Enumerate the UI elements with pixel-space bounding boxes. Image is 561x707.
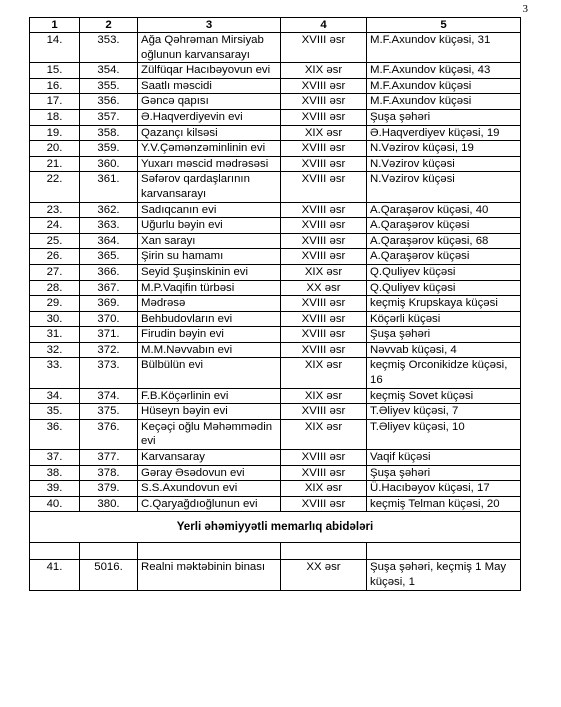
century-cell: XVIII əsr [281, 327, 367, 343]
register-number-cell: 372. [80, 342, 138, 358]
monument-name-cell: Hüseyn bəyin evi [138, 404, 281, 420]
table-row [30, 296, 521, 312]
register-number-cell: 362. [80, 202, 138, 218]
century-cell: XVIII əsr [281, 249, 367, 265]
header-row [30, 18, 521, 33]
column-header: 1 [30, 18, 80, 33]
century-cell: XVIII əsr [281, 233, 367, 249]
monument-name-cell: Behbudovların evi [138, 311, 281, 327]
monument-name-cell: Firudin bəyin evi [138, 327, 281, 343]
address-cell: Vaqif küçəsi [367, 450, 521, 466]
row-number-cell: 19. [30, 125, 80, 141]
row-number-cell: 23. [30, 202, 80, 218]
row-number-cell: 15. [30, 63, 80, 79]
century-cell: XIX əsr [281, 125, 367, 141]
register-number-cell: 380. [80, 496, 138, 512]
address-cell: N.Vəzirov küçəsi, 19 [367, 141, 521, 157]
monument-name-cell: Yuxarı məscid mədrəsəsi [138, 156, 281, 172]
column-header: 5 [367, 18, 521, 33]
row-number-cell: 14. [30, 33, 80, 63]
table-row [30, 218, 521, 234]
monument-name-cell: Ə.Haqverdiyevin evi [138, 109, 281, 125]
monument-name-cell: S.S.Axundovun evi [138, 481, 281, 497]
address-cell: A.Qaraşərov küçəsi [367, 249, 521, 265]
monument-name-cell: F.B.Köçərlinin evi [138, 388, 281, 404]
page-number: 3 [522, 3, 528, 15]
century-cell: XVIII əsr [281, 78, 367, 94]
monuments-table [29, 17, 521, 591]
address-cell: Şuşa şəhəri [367, 327, 521, 343]
century-cell: XIX əsr [281, 264, 367, 280]
row-number-cell: 39. [30, 481, 80, 497]
table-row [30, 63, 521, 79]
monument-name-cell: Keçəçi oğlu Məhəmmədin evi [138, 419, 281, 449]
row-number-cell: 22. [30, 172, 80, 202]
register-number-cell: 379. [80, 481, 138, 497]
table-row [30, 342, 521, 358]
table-row [30, 419, 521, 449]
century-cell: XVIII əsr [281, 109, 367, 125]
register-number-cell: 374. [80, 388, 138, 404]
table-row [30, 125, 521, 141]
address-cell: keçmiş Sovet küçəsi [367, 388, 521, 404]
register-number-cell: 353. [80, 33, 138, 63]
section-row [30, 512, 521, 543]
century-cell: XVIII əsr [281, 296, 367, 312]
row-number-cell: 33. [30, 358, 80, 388]
address-cell: Ə.Haqverdiyev küçəsi, 19 [367, 125, 521, 141]
register-number-cell: 363. [80, 218, 138, 234]
register-number-cell: 376. [80, 419, 138, 449]
empty-cell [367, 543, 521, 560]
empty-cell [281, 543, 367, 560]
monument-name-cell: Y.V.Çəmənzəminlinin evi [138, 141, 281, 157]
table-row [30, 465, 521, 481]
empty-cell [80, 543, 138, 560]
century-cell: XVIII əsr [281, 465, 367, 481]
table-row [30, 202, 521, 218]
address-cell: M.F.Axundov küçəsi [367, 78, 521, 94]
register-number-cell: 369. [80, 296, 138, 312]
row-number-cell: 36. [30, 419, 80, 449]
monument-name-cell: Gəray Əsədovun evi [138, 465, 281, 481]
table-row [30, 78, 521, 94]
century-cell: XVIII əsr [281, 342, 367, 358]
table-row [30, 233, 521, 249]
century-cell: XVIII əsr [281, 33, 367, 63]
table-row [30, 481, 521, 497]
monument-name-cell: Karvansaray [138, 450, 281, 466]
register-number-cell: 358. [80, 125, 138, 141]
address-cell: M.F.Axundov küçəsi, 43 [367, 63, 521, 79]
row-number-cell: 41. [30, 560, 80, 590]
row-number-cell: 28. [30, 280, 80, 296]
monument-name-cell: Ağa Qəhrəman Mirsiyab oğlunun karvansarayı [138, 33, 281, 63]
row-number-cell: 16. [30, 78, 80, 94]
address-cell: A.Qaraşərov küçəsi, 68 [367, 233, 521, 249]
address-cell: keçmiş Orconikidze küçəsi, 16 [367, 358, 521, 388]
table-row [30, 280, 521, 296]
empty-cell [30, 543, 80, 560]
register-number-cell: 378. [80, 465, 138, 481]
century-cell: XIX əsr [281, 358, 367, 388]
column-header: 4 [281, 18, 367, 33]
table-row [30, 327, 521, 343]
table-row [30, 33, 521, 63]
table-row [30, 404, 521, 420]
monument-name-cell: M.M.Nəvvabın evi [138, 342, 281, 358]
register-number-cell: 357. [80, 109, 138, 125]
row-number-cell: 32. [30, 342, 80, 358]
address-cell: Q.Quliyev küçəsi [367, 280, 521, 296]
row-number-cell: 37. [30, 450, 80, 466]
century-cell: XVIII əsr [281, 496, 367, 512]
address-cell: Ü.Hacıbəyov küçəsi, 17 [367, 481, 521, 497]
register-number-cell: 5016. [80, 560, 138, 590]
monument-name-cell: Mədrəsə [138, 296, 281, 312]
address-cell: Köçərli küçəsi [367, 311, 521, 327]
address-cell: T.Əliyev küçəsi, 7 [367, 404, 521, 420]
century-cell: XVIII əsr [281, 141, 367, 157]
table-row [30, 156, 521, 172]
table-row [30, 94, 521, 110]
monument-name-cell: Gəncə qapısı [138, 94, 281, 110]
century-cell: XIX əsr [281, 388, 367, 404]
address-cell: T.Əliyev küçəsi, 10 [367, 419, 521, 449]
address-cell: Şuşa şəhəri, keçmiş 1 May küçəsi, 1 [367, 560, 521, 590]
register-number-cell: 366. [80, 264, 138, 280]
century-cell: XIX əsr [281, 419, 367, 449]
address-cell: Şuşa şəhəri [367, 109, 521, 125]
century-cell: XVIII əsr [281, 94, 367, 110]
address-cell: M.F.Axundov küçəsi [367, 94, 521, 110]
register-number-cell: 365. [80, 249, 138, 265]
century-cell: XVIII əsr [281, 218, 367, 234]
monument-name-cell: Qazançı kilsəsi [138, 125, 281, 141]
table-row [30, 141, 521, 157]
row-number-cell: 30. [30, 311, 80, 327]
century-cell: XVIII əsr [281, 172, 367, 202]
monument-name-cell: Uğurlu bəyin evi [138, 218, 281, 234]
empty-cell [138, 543, 281, 560]
register-number-cell: 375. [80, 404, 138, 420]
table-row [30, 109, 521, 125]
century-cell: XIX əsr [281, 481, 367, 497]
register-number-cell: 364. [80, 233, 138, 249]
register-number-cell: 354. [80, 63, 138, 79]
address-cell: A.Qaraşərov küçəsi, 40 [367, 202, 521, 218]
register-number-cell: 371. [80, 327, 138, 343]
century-cell: XVIII əsr [281, 404, 367, 420]
row-number-cell: 17. [30, 94, 80, 110]
monument-name-cell: Səfərov qardaşlarının karvansarayı [138, 172, 281, 202]
century-cell: XVIII əsr [281, 202, 367, 218]
century-cell: XVIII əsr [281, 311, 367, 327]
address-cell: Q.Quliyev küçəsi [367, 264, 521, 280]
row-number-cell: 24. [30, 218, 80, 234]
row-number-cell: 26. [30, 249, 80, 265]
register-number-cell: 359. [80, 141, 138, 157]
table-row [30, 311, 521, 327]
monument-name-cell: Şirin su hamamı [138, 249, 281, 265]
monument-name-cell: C.Qaryağdıoğlunun evi [138, 496, 281, 512]
monument-name-cell: Saatlı məscidi [138, 78, 281, 94]
table-row [30, 172, 521, 202]
address-cell: Nəvvab küçəsi, 4 [367, 342, 521, 358]
row-number-cell: 25. [30, 233, 80, 249]
row-number-cell: 27. [30, 264, 80, 280]
address-cell: N.Vəzirov küçəsi [367, 156, 521, 172]
row-number-cell: 35. [30, 404, 80, 420]
monument-name-cell: M.P.Vaqifin türbəsi [138, 280, 281, 296]
century-cell: XVIII əsr [281, 156, 367, 172]
century-cell: XX əsr [281, 560, 367, 590]
monument-name-cell: Sadıqcanın evi [138, 202, 281, 218]
monument-name-cell: Zülfüqar Hacıbəyovun evi [138, 63, 281, 79]
address-cell: keçmiş Krupskaya küçəsi [367, 296, 521, 312]
register-number-cell: 367. [80, 280, 138, 296]
row-number-cell: 20. [30, 141, 80, 157]
column-header: 3 [138, 18, 281, 33]
row-number-cell: 38. [30, 465, 80, 481]
register-number-cell: 370. [80, 311, 138, 327]
section-title: Yerli əhəmiyyətli memarlıq abidələri [30, 512, 521, 543]
register-number-cell: 377. [80, 450, 138, 466]
address-cell: Şuşa şəhəri [367, 465, 521, 481]
row-number-cell: 29. [30, 296, 80, 312]
table-row [30, 496, 521, 512]
address-cell: M.F.Axundov küçəsi, 31 [367, 33, 521, 63]
row-number-cell: 21. [30, 156, 80, 172]
monument-name-cell: Realni məktəbinin binası [138, 560, 281, 590]
row-number-cell: 40. [30, 496, 80, 512]
address-cell: N.Vəzirov küçəsi [367, 172, 521, 202]
address-cell: A.Qaraşərov küçəsi [367, 218, 521, 234]
register-number-cell: 373. [80, 358, 138, 388]
table-row [30, 388, 521, 404]
table-row [30, 264, 521, 280]
table-row [30, 560, 521, 590]
column-header: 2 [80, 18, 138, 33]
monument-name-cell: Seyid Şuşinskinin evi [138, 264, 281, 280]
table-row [30, 450, 521, 466]
row-number-cell: 31. [30, 327, 80, 343]
register-number-cell: 355. [80, 78, 138, 94]
monument-name-cell: Xan sarayı [138, 233, 281, 249]
row-number-cell: 18. [30, 109, 80, 125]
table-row [30, 249, 521, 265]
monument-name-cell: Bülbülün evi [138, 358, 281, 388]
row-number-cell: 34. [30, 388, 80, 404]
spacer-row [30, 543, 521, 560]
century-cell: XIX əsr [281, 63, 367, 79]
century-cell: XX əsr [281, 280, 367, 296]
century-cell: XVIII əsr [281, 450, 367, 466]
address-cell: keçmiş Telman küçəsi, 20 [367, 496, 521, 512]
register-number-cell: 356. [80, 94, 138, 110]
table-row [30, 358, 521, 388]
register-number-cell: 360. [80, 156, 138, 172]
register-number-cell: 361. [80, 172, 138, 202]
